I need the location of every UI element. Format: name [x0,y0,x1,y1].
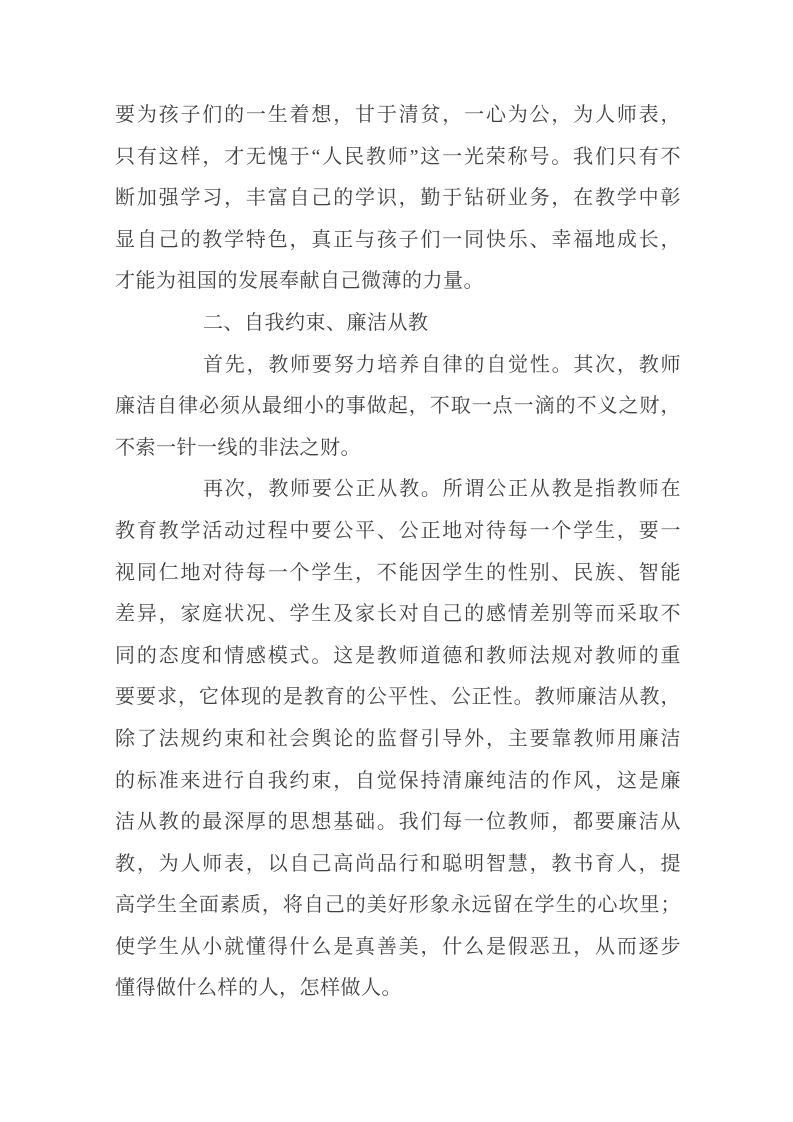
heading-line: 二、自我约束、廉洁从教 [203,311,429,334]
text-line: 差异，家庭状况、学生及家长对自己的感情差别等而采取不 [115,603,681,626]
text-line: 洁从教的最深厚的思想基础。我们每一位教师，都要廉洁从 [115,811,681,834]
paragraph-fair-teaching [115,469,681,1010]
text-line: 要为孩子们的一生着想，甘于清贫，一心为公，为人师表， [115,104,681,126]
text-line: 的标准来进行自我约束，自觉保持清廉纯洁的作风，这是廉 [115,769,681,792]
text-line: 同的态度和情感模式。这是教师道德和教师法规对教师的重 [115,644,681,667]
text-line: 教育教学活动过程中要公平、公正地对待每一个学生，要一 [115,519,681,542]
text-line: 高学生全面素质，将自己的美好形象永远留在学生的心坎里； [115,894,681,917]
section-heading [115,303,681,345]
text-line: 要要求，它体现的是教育的公平性、公正性。教师廉洁从教， [115,686,681,709]
text-line: 显自己的教学特色，真正与孩子们一同快乐、幸福地成长， [115,228,681,251]
text-line: 断加强学习，丰富自己的学识，勤于钻研业务，在教学中彰 [115,187,681,210]
text-line: 廉洁自律必须从最细小的事做起，不取一点一滴的不义之财， [115,395,681,418]
text-line: 懂得做什么样的人，怎样做人。 [115,977,402,1000]
text-line: 视同仁地对待每一个学生，不能因学生的性别、民族、智能 [115,561,681,584]
document-text [115,95,681,1010]
text-line: 再次，教师要公正从教。所谓公正从教是指教师在 [203,478,681,501]
text-line: 才能为祖国的发展奉献自己微薄的力量。 [115,270,484,293]
text-line: 不索一针一线的非法之财。 [115,436,361,459]
text-line: 除了法规约束和社会舆论的监督引导外，主要靠教师用廉洁 [115,727,681,750]
text-line: 使学生从小就懂得什么是真善美，什么是假恶丑，从而逐步 [115,935,681,958]
paragraph-self-discipline [115,345,681,470]
text-line: 教，为人师表，以自己高尚品行和聪明智慧，教书育人，提 [115,852,681,875]
paragraph-opening-continuation [115,95,681,303]
text-line: 首先，教师要努力培养自律的自觉性。其次，教师 [203,353,681,376]
text-line: 只有这样，才无愧于“人民教师”这一光荣称号。我们只有不 [115,145,681,168]
